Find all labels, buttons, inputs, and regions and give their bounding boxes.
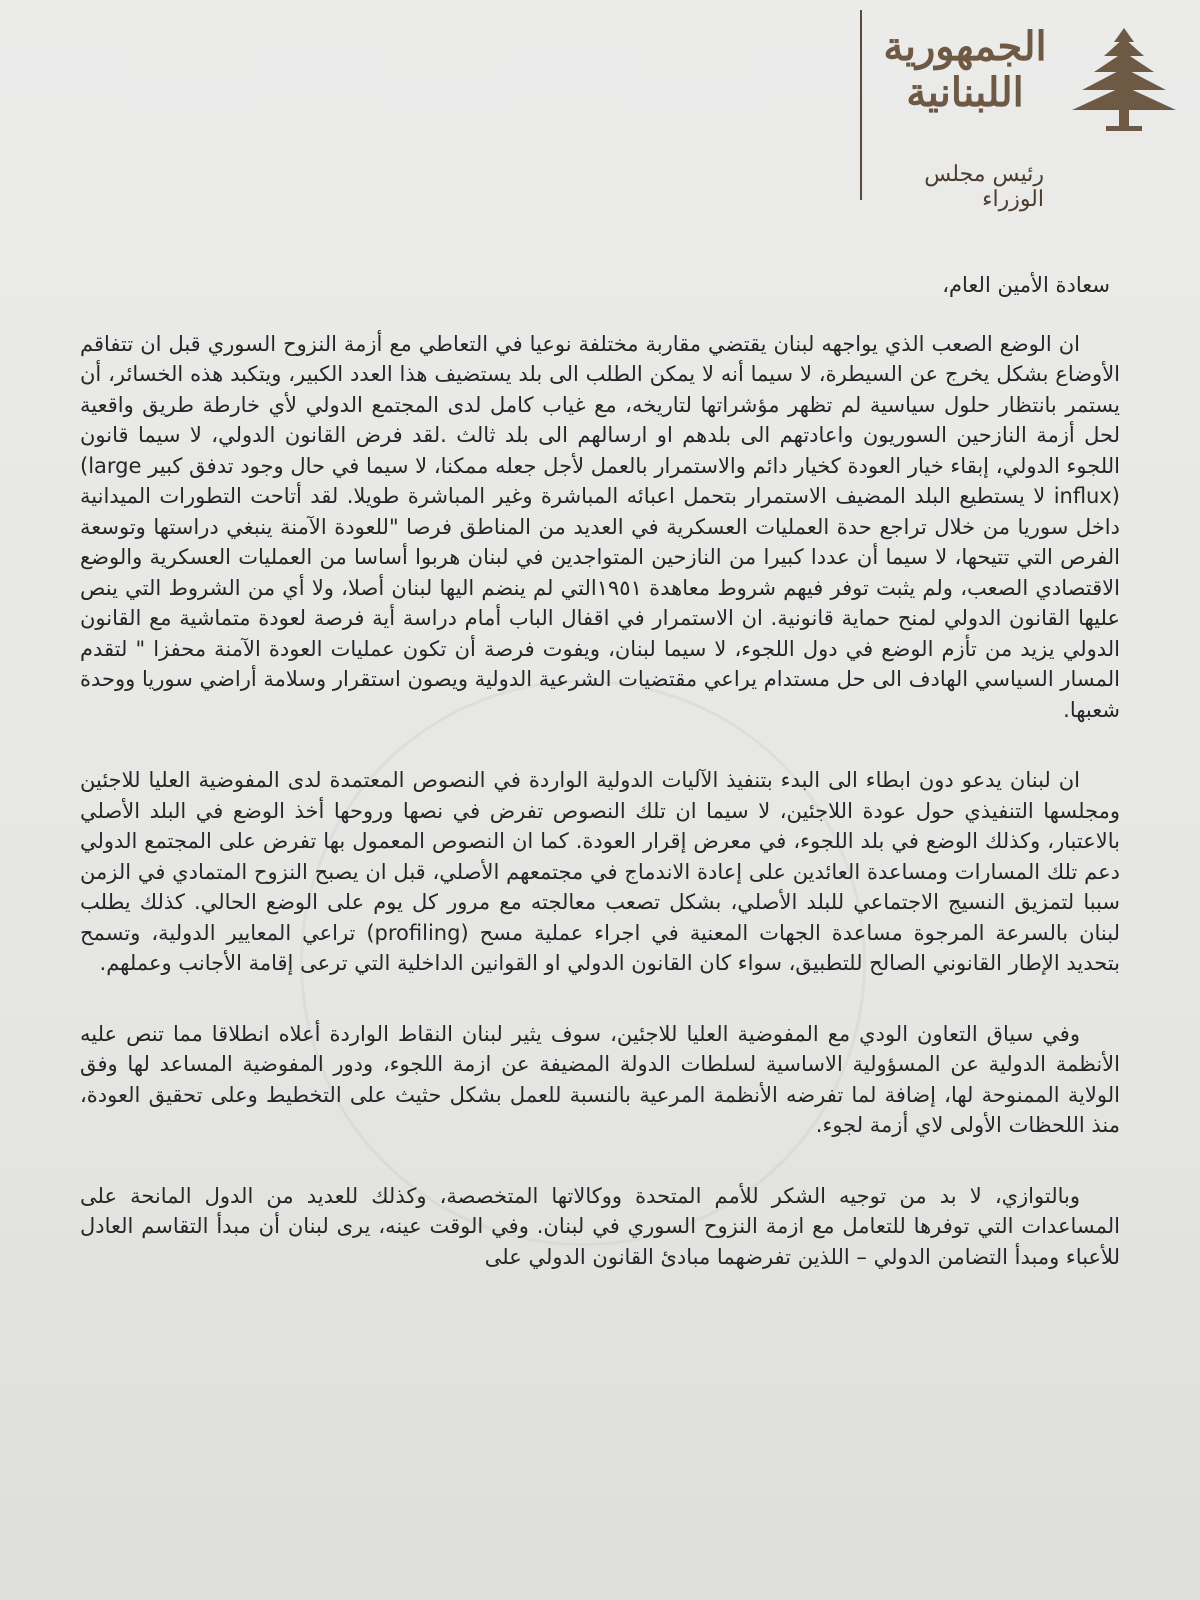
paragraph-2: ان لبنان يدعو دون ابطاء الى البدء بتنفيذ الآليات الدولية الواردة في النصوص المعتمدة لدى المفوضية العليا للاجئين ومجلسها التنفيذي حول عودة اللاجئين، لا سيما ان تلك النصوص تفرض في نصها وروحها أخذ الوضع في البلد الأصلي بالاعتبار، وكذلك الوضع في بلد اللجوء، في معرض إقرار العودة. كما ان النصوص المعمول بها تفرض على المجتمع الدولي دعم تلك المسارات ومساعدة العائدين على إعادة الاندماج في مجتمعهم الأصلي، قبل ان يصبح النزوح المتمادي في الزمن سببا لتمزيق النسيج الاجتماعي للبلد الأصلي، بشكل تصعب معالجته مع مرور كل يوم على الوضع الحالي. كذلك يطلب لبنان بالسرعة المرجوة مساعدة الجهات المعنية في اجراء عملية مسح (profiling) تراعي المعايير الدولية، وتسمح بتحديد الإطار القانوني الصالح للتطبيق، سواء كان القانون الدولي او القوانين الداخلية التي ترعى إقامة الأجانب وعملهم. <box>80 768 1120 975</box>
cedar-tree-icon <box>1066 24 1182 134</box>
paragraph-1: ان الوضع الصعب الذي يواجهه لبنان يقتضي مقاربة مختلفة نوعيا في التعاطي مع أزمة النزوح السوري قبل ان تتفاقم الأوضاع بشكل يخرج عن السيطرة، لا سيما أنه لا يمكن الطلب الى بلد يستضيف هذا العدد الكبير، ويتكبد هذه الخسائر، أن يستمر بانتظار حلول سياسية لم تظهر مؤشراتها لتاريخه، مع غياب كامل لدى المجتمع الدولي لأي خارطة طريق واقعية لحل أزمة النازحين السوريون واعادتهم الى بلدهم او ارسالهم الى بلد ثالث .لقد فرض القانون الدولي، لا سيما قانون اللجوء الدولي، إبقاء خيار العودة كخيار دائم والاستمرار بالعمل لأجل جعله ممكنا، لا سيما في حال وجود تدفق كبير (large influx) لا يستطيع البلد المضيف الاستمرار بتحمل اعبائه المباشرة وغير المباشرة طويلا. لقد أتاحت التطورات الميدانية داخل سوريا من خلال تراجع حدة العمليات العسكرية في العديد من المناطق فرصا "للعودة الآمنة ينبغي دراستها وتوسعة الفرص التي تتيحها، لا سيما أن عددا كبيرا من النازحين المتواجدين في لبنان هربوا أساسا من العمليات العسكرية والوضع الاقتصادي الصعب، ولم يثبت توفر فيهم شروط معاهدة ١٩٥١التي لم ينضم اليها لبنان أصلا، ولا أي من الشروط التي ينص عليها القانون الدولي لمنح حماية قانونية. ان الاستمرار في اقفال الباب أمام دراسة أية فرصة لعودة متماشية مع القانون الدولي يزيد من تأزم الوضع في دول اللجوء، لا سيما لبنان، ويفوت فرصة أن تكون عمليات العودة الآمنة محفزا " لتقدم المسار السياسي الهادف الى حل مستدام يراعي مقتضيات الشرعية الدولية ويصون استقرار وسلامة أراضي سوريا ووحدة شعبها. <box>80 331 1120 722</box>
paragraph-4: وبالتوازي، لا بد من توجيه الشكر للأمم المتحدة ووكالاتها المتخصصة، وكذلك للعديد من الدول المانحة على المساعدات التي توفرها للتعامل مع ازمة النزوح السوري في لبنان. وفي الوقت عينه، يرى لبنان أن مبدأ التقاسم العادل للأعباء ومبدأ التضامن الدولي – اللذين تفرضهما مبادئ القانون الدولي على <box>80 1183 1120 1269</box>
paragraph-3: وفي سياق التعاون الودي مع المفوضية العليا للاجئين، سوف يثير لبنان النقاط الواردة أعلاه انطلاقا مما تنص عليه الأنظمة الدولية عن المسؤولية الاساسية لسلطات الدولة المضيفة عن ازمة اللجوء، ودور المفوضية المساعد لها وفق الولاية الممنوحة لها، إضافة لما تفرضه الأنظمة المرعية بالنسبة للعمل بشكل حثيث على التخطيط وعلى تحقيق العودة، منذ اللحظات الأولى لاي أزمة لجوء. <box>80 1021 1120 1137</box>
letter-body <box>80 270 1120 1312</box>
emblem-title: الجمهورية اللبنانية <box>883 23 1047 116</box>
letterhead <box>860 10 1190 212</box>
letterhead-divider <box>860 10 862 200</box>
office-title: رئيس مجلس الوزراء <box>924 162 1044 212</box>
salutation: سعادة الأمين العام، <box>942 273 1110 297</box>
